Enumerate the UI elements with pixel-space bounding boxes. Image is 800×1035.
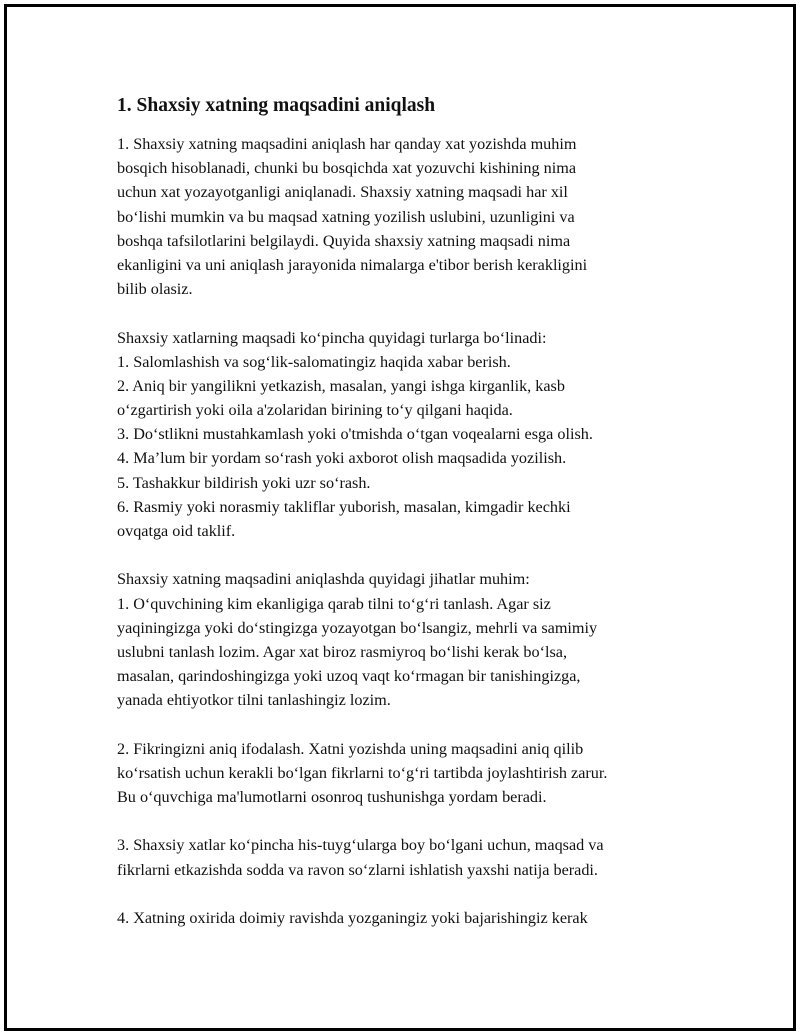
aspects-paragraph: [117, 567, 687, 712]
text-line: 1. Shaxsiy xatning maqsadini aniqlash har qanday xat yozishda muhim: [117, 135, 577, 153]
text-line: Shaxsiy xatning maqsadini aniqlashda quyidagi jihatlar muhim:: [117, 570, 530, 589]
paragraph-gap: [117, 809, 687, 833]
text-line: 4. Xatning oxirida doimiy ravishda yozganingiz yoki bajarishingiz kerak: [117, 909, 588, 927]
list-item: 4. Ma’lum bir yordam so‘rash yoki axborot olish maqsadida yozilish.: [117, 449, 567, 468]
text-line: masalan, qarindoshingizga yoki uzoq vaqt ko‘rmagan bir tanishingizga,: [117, 667, 581, 686]
text-line: yaqiningizga yoki do‘stingizga yozayotgan bo‘lsangiz, mehrli va samimiy: [117, 618, 598, 637]
list-item: 3. Do‘stlikni mustahkamlash yoki o'tmishda o‘tgan voqealarni esga olish.: [117, 425, 593, 444]
list-item: 5. Tashakkur bildirish yoki uzr so‘rash.: [117, 473, 371, 492]
text-line: 1. O‘quvchining kim ekanligiga qarab tilni to‘g‘ri tanlash. Agar siz: [117, 594, 551, 613]
purposes-list: [117, 326, 687, 544]
paragraph-gap: [117, 543, 687, 567]
text-line: fikrlarni etkazishda sodda va ravon so‘zlarni ishlatish yaxshi natija beradi.: [117, 860, 598, 879]
paragraph-gap: [117, 301, 687, 325]
text-line: yanada ehtiyotkor tilni tanlashingiz lozim.: [117, 691, 391, 710]
text-line: 2. Fikringizni aniq ifodalash. Xatni yozishda uning maqsadini aniq qilib: [117, 739, 584, 758]
list-item: 1. Salomlashish va sog‘lik-salomatingiz haqida xabar berish.: [117, 352, 511, 371]
list-item: 6. Rasmiy yoki norasmiy takliflar yuborish, masalan, kimgadir kechki: [117, 497, 571, 516]
text-line: bo‘lishi mumkin va bu maqsad xatning yozilish uslubini, uzunligini va: [117, 207, 575, 226]
text-line: boshqa tafsilotlarini belgilaydi. Quyida shaxsiy xatning maqsadi nima: [117, 231, 571, 250]
list-item: o‘zgartirish yoki oila a'zolaridan birining to‘y qilgani haqida.: [117, 401, 513, 420]
text-line: ko‘rsatish uchun kerakli bo‘lgan fikrlarni to‘g‘ri tartibda joylashtirish zarur.: [117, 763, 608, 782]
text-line: bosqich hisoblanadi, chunki bu bosqichda xat yozuvchi kishining nima: [117, 159, 577, 178]
paragraph-gap: [117, 882, 687, 906]
list-item: 2. Aniq bir yangilikni yetkazish, masalan, yangi ishga kirganlik, kasb: [117, 376, 565, 395]
section-heading: 1. Shaxsiy xatning maqsadini aniqlash: [117, 95, 436, 116]
text-line: uchun xat yozayotganligi aniqlanadi. Shaxsiy xatning maqsadi har xil: [117, 183, 568, 202]
intro-paragraph: [117, 132, 687, 301]
text-line: Bu o‘quvchiga ma'lumotlarni osonroq tushunishga yordam beradi.: [117, 788, 547, 807]
text-line: ekanligini va uni aniqlash jarayonida nimalarga e'tibor berish kerakligini: [117, 255, 588, 274]
point-four-paragraph: [117, 906, 687, 930]
text-line: 3. Shaxsiy xatlar ko‘pincha his-tuyg‘ularga boy bo‘lgani uchun, maqsad va: [117, 836, 604, 855]
list-item: ovqatga oid taklif.: [117, 522, 236, 540]
list-intro: Shaxsiy xatlarning maqsadi ko‘pincha quyidagi turlarga bo‘linadi:: [117, 328, 547, 347]
document-body: [117, 92, 687, 930]
point-two-paragraph: [117, 737, 687, 810]
point-three-paragraph: [117, 833, 687, 881]
text-line: uslubni tanlash lozim. Agar xat biroz rasmiyroq bo‘lishi kerak bo‘lsa,: [117, 642, 568, 661]
text-line: bilib olasiz.: [117, 280, 193, 299]
paragraph-gap: [117, 713, 687, 737]
